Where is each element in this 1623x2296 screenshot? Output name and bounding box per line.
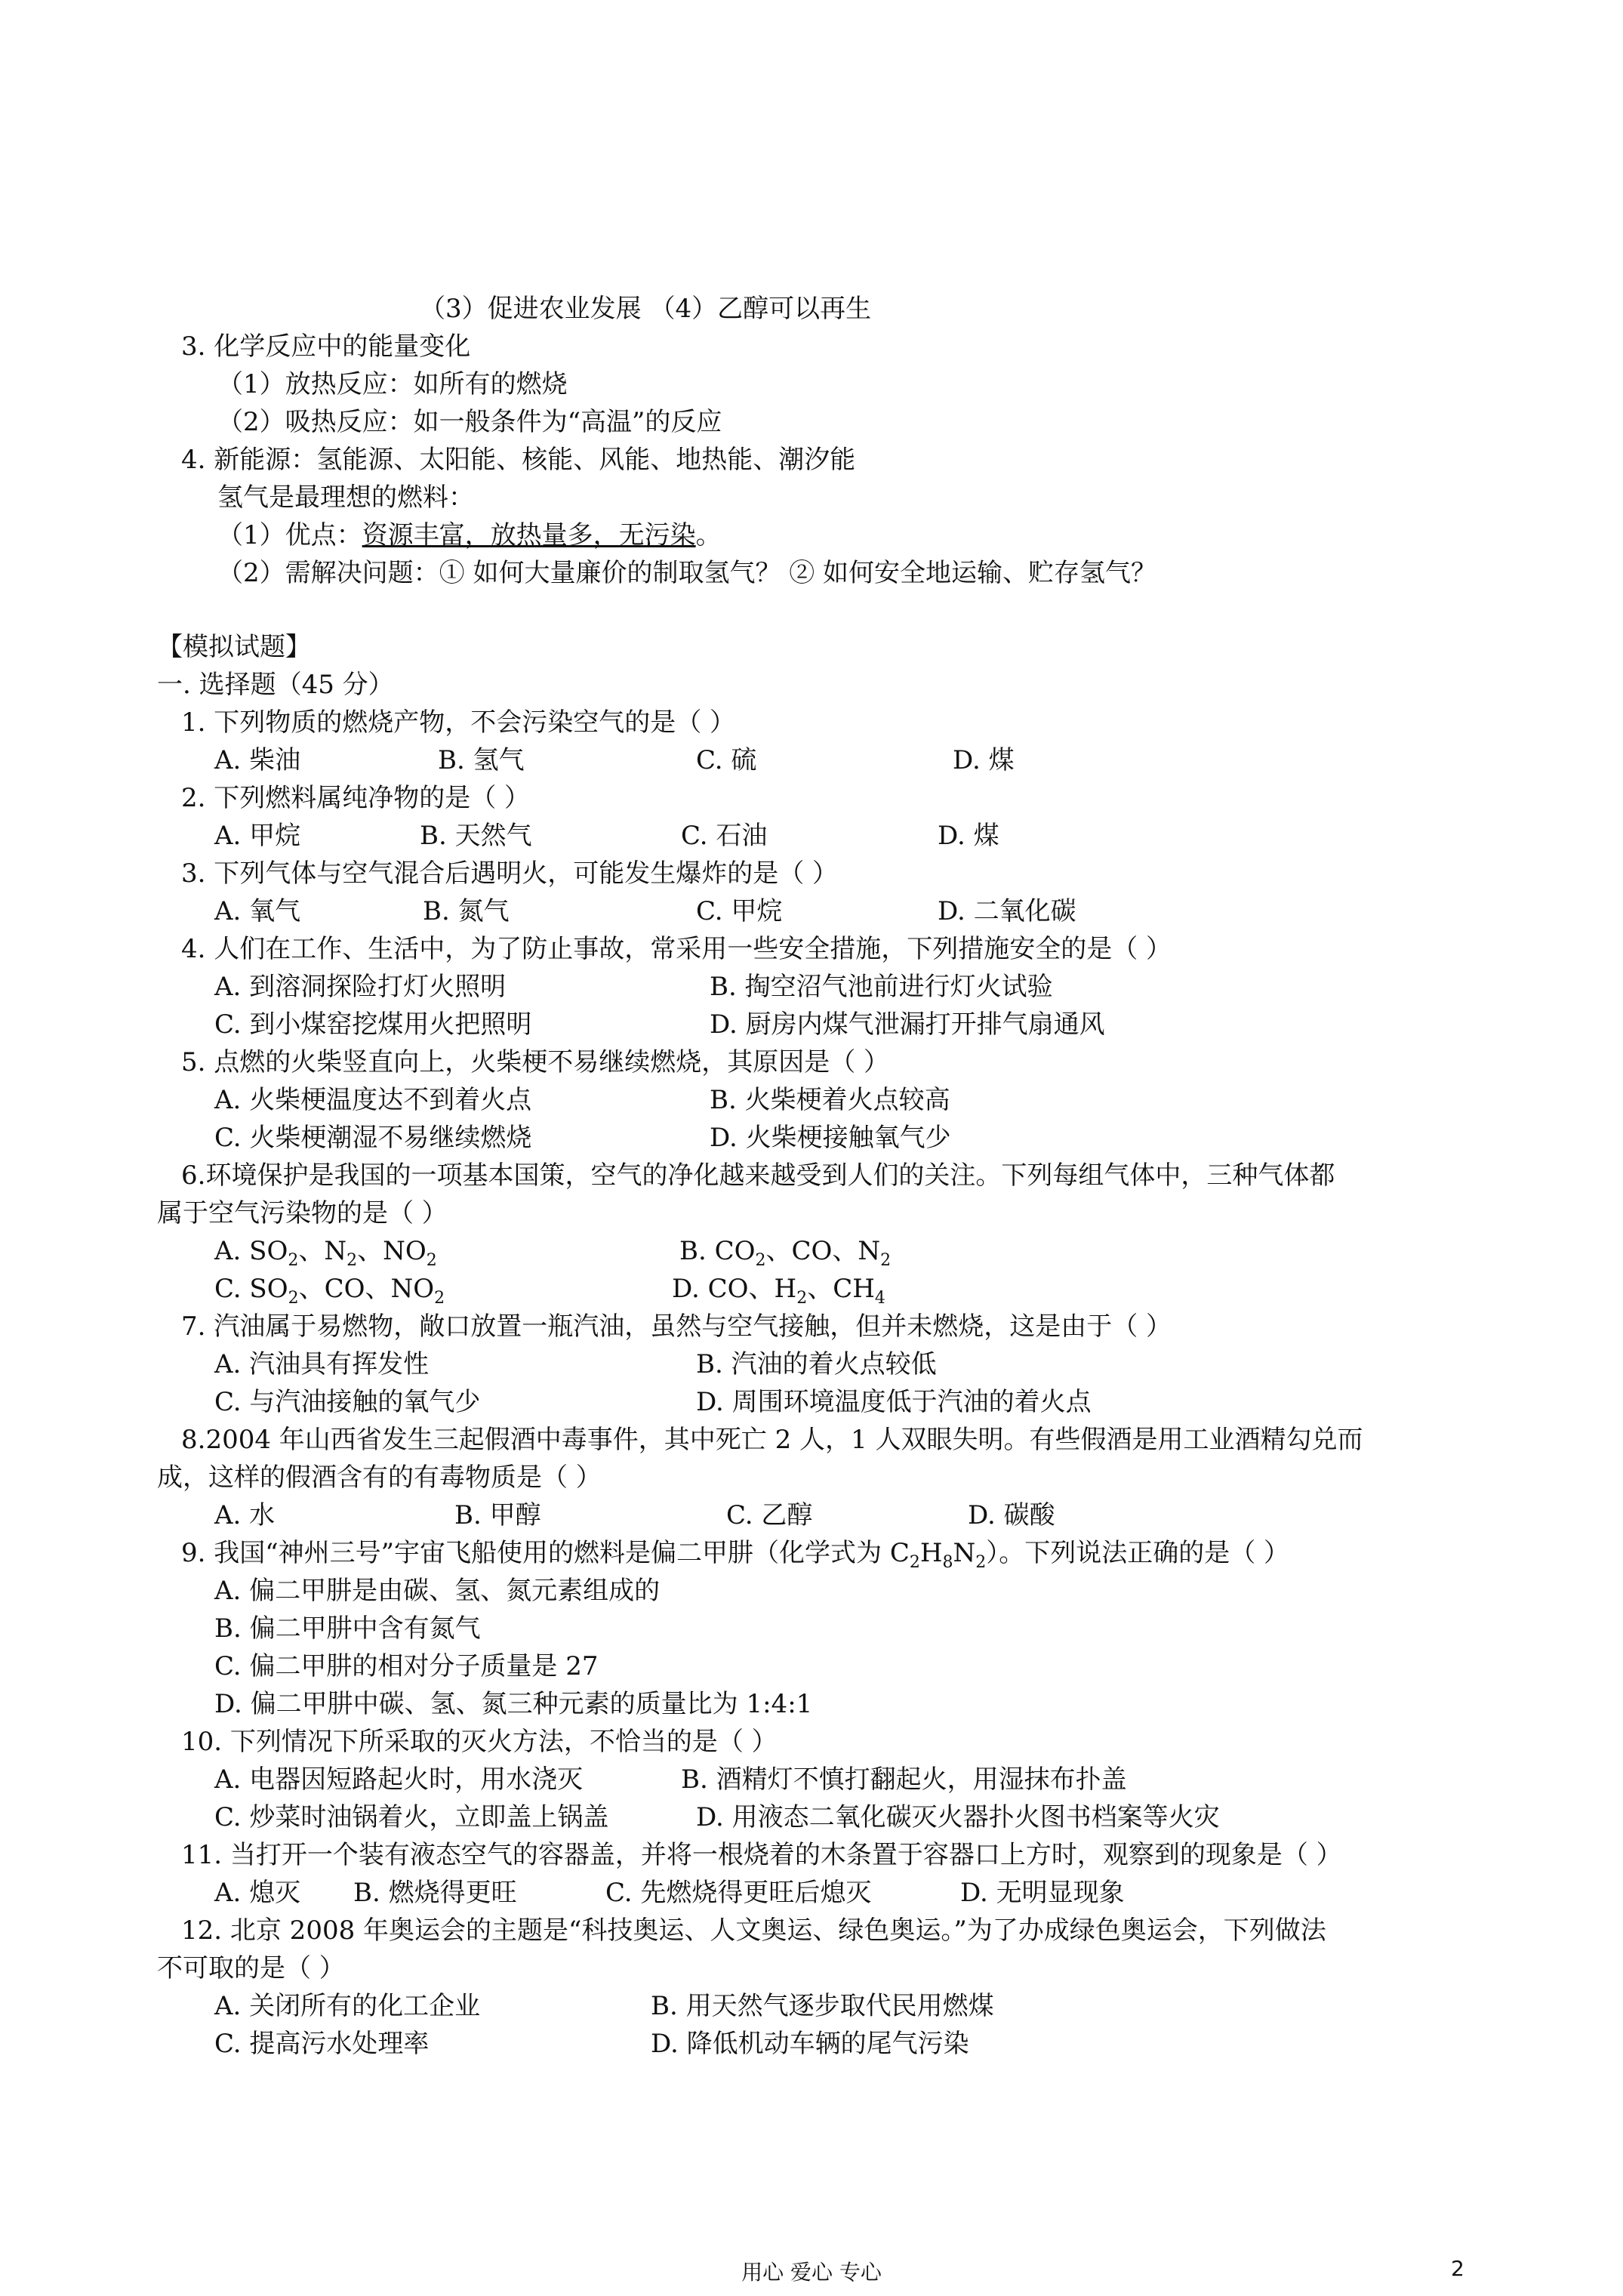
page-number: 2 [1451, 2256, 1464, 2281]
text-line-advantages [217, 518, 722, 553]
stem-text: H [919, 1538, 943, 1568]
option-text: B. CO [679, 1236, 756, 1266]
text-suffix: 。 [695, 520, 722, 550]
subscript: 2 [909, 1553, 920, 1572]
question-stem: 7. 汽油属于易燃物，敞口放置一瓶汽油，虽然与空气接触，但并未燃烧，这是由于（ ） [181, 1311, 1172, 1342]
question-stem-continued: 成，这样的假酒含有的有毒物质是（ ） [157, 1462, 602, 1493]
option-c: C. 乙醇 [726, 1500, 813, 1530]
option-a: A. 偏二甲肼是由碳、氢、氮元素组成的 [214, 1576, 661, 1606]
option-d: D. 煤 [938, 821, 999, 851]
option-c: C. 到小煤窑挖煤用火把照明 [214, 1009, 532, 1040]
option-text: 、CH [807, 1274, 875, 1304]
option-d: D. 厨房内煤气泄漏打开排气扇通风 [710, 1009, 1105, 1040]
option-d: D. 火柴梗接触氧气少 [710, 1123, 951, 1153]
heading-new-energy: 4. 新能源：氢能源、太阳能、核能、风能、地热能、潮汐能 [181, 445, 856, 475]
option-d: D. 用液态二氧化碳灭火器扑火图书档案等火灾 [696, 1802, 1220, 1832]
option-b: B. 火柴梗着火点较高 [710, 1085, 950, 1115]
text-prefix: （1）优点： [217, 520, 362, 550]
option-c: C. 与汽油接触的氧气少 [214, 1387, 481, 1417]
question-stem: 4. 人们在工作、生活中，为了防止事故，常采用一些安全措施，下列措施安全的是（ ） [181, 934, 1172, 964]
question-stem: 3. 下列气体与空气混合后遇明火，可能发生爆炸的是（ ） [181, 858, 839, 889]
option-text: C. SO [214, 1274, 288, 1304]
option-b: B. 偏二甲肼中含有氮气 [214, 1613, 481, 1644]
option-a: A. 电器因短路起火时，用水浇灭 [214, 1764, 584, 1795]
option-c: C. 提高污水处理率 [214, 2029, 430, 2059]
text-line: （3）促进农业发展 （4）乙醇可以再生 [420, 294, 872, 324]
question-stem: 6.环境保护是我国的一项基本国策，空气的净化越来越受到人们的关注。下列每组气体中，三种气体都 [181, 1160, 1335, 1191]
subscript: 2 [796, 1289, 808, 1308]
subscript: 4 [874, 1289, 885, 1308]
option-text: A. SO [214, 1236, 288, 1266]
text-line: （1）放热反应：如所有的燃烧 [217, 369, 568, 399]
option-text: 、CO、N [765, 1236, 881, 1266]
question-stem-continued: 属于空气污染物的是（ ） [157, 1198, 448, 1228]
option-d: D. 煤 [953, 745, 1015, 775]
subscript: 2 [434, 1289, 445, 1308]
option-d: D. 周围环境温度低于汽油的着火点 [696, 1387, 1092, 1417]
option-text: 、N [298, 1236, 347, 1266]
option-text: 、NO [357, 1236, 427, 1266]
option-a: A. 火柴梗温度达不到着火点 [214, 1085, 532, 1115]
option-a: A. 熄灭 [214, 1878, 301, 1908]
option-a: A. 水 [214, 1500, 276, 1530]
option-b: B. 天然气 [420, 821, 532, 851]
option-d: D. 降低机动车辆的尾气污染 [651, 2029, 969, 2059]
page-footer: 用心 爱心 专心 [741, 2260, 882, 2285]
subscript: 2 [346, 1251, 358, 1270]
option-b: B. 氮气 [423, 896, 510, 926]
question-stem: 10. 下列情况下所采取的灭火方法，不恰当的是（ ） [181, 1727, 778, 1757]
subscript: 2 [426, 1251, 437, 1270]
option-a: A. 氧气 [214, 896, 301, 926]
question-stem: 2. 下列燃料属纯净物的是（ ） [181, 783, 531, 813]
subscript: 2 [755, 1251, 766, 1270]
option-a: A. 柴油 [214, 745, 301, 775]
option-text: 、CO、NO [298, 1274, 435, 1304]
stem-text: 9. 我国“神州三号”宇宙飞船使用的燃料是偏二甲肼（化学式为 C [181, 1538, 910, 1568]
option-c: C. 炒菜时油锅着火，立即盖上锅盖 [214, 1802, 609, 1832]
underlined-text: 资源丰富，放热量多，无污染 [362, 520, 696, 550]
option-b: B. 用天然气逐步取代民用燃煤 [651, 1991, 994, 2021]
option-c: C. 硫 [696, 745, 757, 775]
question-stem: 8.2004 年山西省发生三起假酒中毒事件，其中死亡 2 人，1 人双眼失明。有些假酒是用工业酒精勾兑而 [181, 1425, 1363, 1455]
option-c: C. 火柴梗潮湿不易继续燃烧 [214, 1123, 532, 1153]
text-line: （2）吸热反应：如一般条件为“高温”的反应 [217, 407, 722, 437]
question-stem: 11. 当打开一个装有液态空气的容器盖，并将一根烧着的木条置于容器口上方时，观察到的现象是（ ） [181, 1840, 1342, 1870]
option-d: D. 碳酸 [968, 1500, 1055, 1530]
text-line: 氢气是最理想的燃料： [217, 482, 474, 513]
subscript: 8 [942, 1553, 953, 1572]
option-a: A. 甲烷 [214, 821, 301, 851]
option-a: A. 汽油具有挥发性 [214, 1349, 430, 1379]
part-title: 一. 选择题（45 分） [157, 670, 394, 700]
heading-energy-change: 3. 化学反应中的能量变化 [181, 331, 471, 362]
option-b: B. 氢气 [438, 745, 525, 775]
option-d: D. 二氧化碳 [938, 896, 1076, 926]
option-b: B. 燃烧得更旺 [353, 1878, 517, 1908]
subscript: 2 [288, 1289, 299, 1308]
question-stem: 5. 点燃的火柴竖直向上，火柴梗不易继续燃烧，其原因是（ ） [181, 1047, 890, 1077]
option-d: D. 偏二甲肼中碳、氢、氮三种元素的质量比为 1:4:1 [214, 1689, 813, 1719]
question-stem: 1. 下列物质的燃烧产物，不会污染空气的是（ ） [181, 707, 736, 738]
subscript: 2 [288, 1251, 299, 1270]
option-c: C. 甲烷 [696, 896, 783, 926]
subscript: 2 [975, 1553, 987, 1572]
option-text: D. CO、H [672, 1274, 797, 1304]
option-c: C. 石油 [681, 821, 768, 851]
option-a: A. 到溶洞探险打灯火照明 [214, 972, 507, 1002]
text-line: （2）需解决问题：① 如何大量廉价的制取氢气？ ② 如何安全地运输、贮存氢气？ [217, 558, 1157, 588]
subscript: 2 [880, 1251, 892, 1270]
option-c: C. 先燃烧得更旺后熄灭 [605, 1878, 872, 1908]
option-b: B. 甲醇 [454, 1500, 541, 1530]
stem-text: N [953, 1538, 976, 1568]
option-c: C. 偏二甲肼的相对分子质量是 27 [214, 1651, 599, 1681]
question-stem-continued: 不可取的是（ ） [157, 1953, 345, 1983]
section-title: 【模拟试题】 [157, 632, 311, 662]
question-stem: 12. 北京 2008 年奥运会的主题是“科技奥运、人文奥运、绿色奥运。”为了办成绿色奥运会，下列做法 [181, 1915, 1326, 1946]
option-a: A. 关闭所有的化工企业 [214, 1991, 481, 2021]
option-b: B. 汽油的着火点较低 [696, 1349, 937, 1379]
stem-text: ）。下列说法正确的是（ ） [986, 1538, 1290, 1568]
option-b: B. 掏空沼气池前进行灯火试验 [710, 972, 1053, 1002]
option-d: D. 无明显现象 [960, 1878, 1125, 1908]
option-b: B. 酒精灯不慎打翻起火，用湿抹布扑盖 [681, 1764, 1127, 1795]
